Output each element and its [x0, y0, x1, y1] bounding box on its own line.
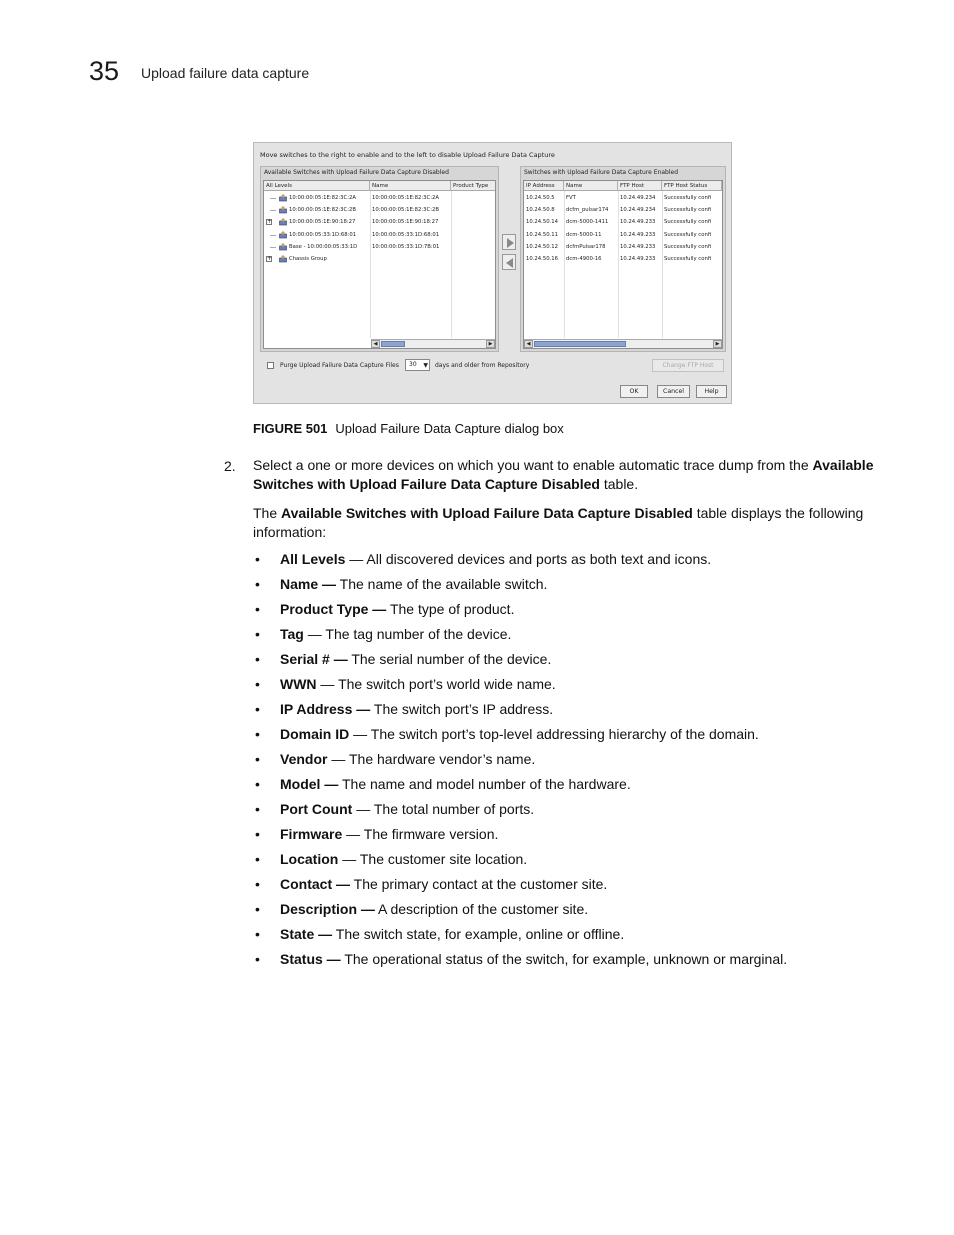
table-row[interactable] [524, 229, 722, 241]
column-header[interactable]: Name [370, 181, 451, 191]
ip-address-cell: 10.24.50.5 [526, 195, 555, 201]
list-item [253, 799, 893, 824]
bullet-icon: • [255, 601, 260, 617]
arrow-left-icon [505, 257, 515, 269]
list-item [253, 574, 893, 599]
field-description: — The firmware version. [342, 826, 499, 842]
bullet-icon: • [255, 901, 260, 917]
purge-checkbox[interactable] [267, 362, 274, 369]
field-description: — The customer site location. [338, 851, 528, 867]
bullet-icon: • [255, 851, 260, 867]
available-switches-panel [260, 166, 499, 352]
enabled-switches-title: Switches with Upload Failure Data Capture Enabled [524, 169, 679, 176]
field-list [253, 549, 893, 974]
field-term: Port Count [280, 801, 353, 817]
name-cell: dcm-4900-16 [566, 255, 602, 262]
table-row[interactable] [524, 192, 722, 204]
bullet-icon: • [255, 926, 260, 942]
field-term: Status — [280, 951, 341, 967]
chevron-down-icon: ▼ [423, 362, 428, 369]
field-term: Serial # — [280, 651, 348, 667]
ip-address-cell: 10.24.50.14 [526, 219, 559, 226]
figure-label: FIGURE 501 [253, 421, 328, 436]
ok-button[interactable]: OK [620, 385, 648, 398]
days-label: days and older from Repository [435, 362, 530, 369]
field-description: A description of the customer site. [374, 901, 589, 917]
field-term: Name — [280, 576, 337, 592]
field-description: — The tag number of the device. [303, 626, 512, 642]
arrow-right-icon [505, 237, 515, 249]
expand-icon[interactable]: + [267, 218, 273, 226]
switch-icon [279, 243, 287, 251]
name-cell: dcm-5000-1411 [566, 219, 609, 226]
help-button[interactable]: Help [696, 385, 727, 398]
move-left-button[interactable] [502, 254, 516, 270]
dialog-instruction: Move switches to the right to enable and to the left to disable Upload Failure Data Capture [260, 151, 555, 159]
bullet-icon: • [255, 826, 260, 842]
ftp-host-cell: 10.24.49.233 [620, 243, 656, 250]
field-description: The serial number of the device. [347, 651, 552, 667]
tree-connector [270, 198, 276, 199]
bullet-icon: • [255, 801, 260, 817]
ip-address-cell: 10.24.50.16 [526, 255, 559, 262]
list-item [253, 874, 893, 899]
tree-connector [270, 235, 276, 236]
enabled-switches-panel [520, 166, 726, 352]
ftp-host-cell: 10.24.49.233 [620, 219, 656, 226]
ftp-host-cell: 10.24.49.234 [620, 195, 656, 201]
ftp-host-status-cell: Successfully confi [664, 231, 712, 238]
field-term: WWN [280, 676, 317, 692]
column-header[interactable]: IP Address [524, 181, 564, 191]
column-header[interactable]: FTP Host Status [662, 181, 722, 191]
field-term: Tag [280, 626, 304, 642]
list-item [253, 649, 893, 674]
bullet-icon: • [255, 751, 260, 767]
column-header[interactable]: Product Type [451, 181, 496, 191]
list-item [253, 749, 893, 774]
ftp-host-cell: 10.24.49.233 [620, 255, 656, 262]
purge-label: Purge Upload Failure Data Capture Files [280, 362, 399, 369]
scroll-thumb[interactable] [534, 341, 626, 347]
field-description: The operational status of the switch, for example, unknown or marginal. [340, 951, 788, 967]
all-levels-cell: Base - 10:00:00:05:33:1D [289, 243, 358, 250]
field-description: The name and model number of the hardware. [338, 776, 631, 792]
table-row[interactable] [524, 216, 722, 228]
scroll-right-icon[interactable]: ▶ [486, 340, 495, 348]
bullet-icon: • [255, 626, 260, 642]
ip-address-cell: 10.24.50.8 [526, 207, 555, 214]
field-term: Vendor [280, 751, 328, 767]
field-term: Model — [280, 776, 339, 792]
name-cell: 10:00:00:05:1E:82:3C:2B [372, 207, 439, 214]
table-row[interactable] [264, 216, 495, 228]
column-header[interactable]: Name [564, 181, 618, 191]
tree-connector [270, 210, 276, 211]
name-cell: 10:00:00:05:1E:82:3C:2A [372, 195, 439, 201]
name-cell: dcm-5000-11 [566, 231, 602, 238]
chapter-title: Upload failure data capture [141, 65, 310, 81]
list-item [253, 699, 893, 724]
bullet-icon: • [255, 551, 260, 567]
ftp-host-status-cell: Successfully confi [664, 243, 712, 250]
bullet-icon: • [255, 726, 260, 742]
switch-icon [279, 255, 287, 263]
switch-icon [279, 194, 287, 202]
name-cell: FVT [566, 195, 576, 201]
enabled-switches-rows [524, 192, 722, 265]
bullet-icon: • [255, 651, 260, 667]
field-term: Domain ID [280, 726, 350, 742]
list-item [253, 549, 893, 574]
field-description: — All discovered devices and ports as both text and icons. [345, 551, 712, 567]
field-term: Contact — [280, 876, 350, 892]
scroll-left-icon[interactable]: ◀ [524, 340, 533, 348]
list-item [253, 724, 893, 749]
column-header[interactable]: FTP Host [618, 181, 662, 191]
switch-icon [279, 231, 287, 239]
change-ftp-host-button[interactable]: Change FTP Host [652, 359, 724, 372]
name-cell: 10:00:00:05:1E:90:18:27 [372, 219, 439, 226]
ip-address-cell: 10.24.50.12 [526, 243, 559, 250]
ftp-host-status-cell: Successfully confi [664, 207, 712, 214]
list-item [253, 624, 893, 649]
list-item [253, 599, 893, 624]
list-item [253, 849, 893, 874]
table-row[interactable] [524, 241, 722, 253]
bullet-icon: • [255, 951, 260, 967]
field-term: Firmware [280, 826, 343, 842]
table-row[interactable] [524, 204, 722, 216]
ftp-host-cell: 10.24.49.234 [620, 207, 656, 214]
field-term: State — [280, 926, 333, 942]
all-levels-cell: 10:00:00:05:1E:82:3C:2A [289, 195, 356, 201]
all-levels-cell: 10:00:00:05:1E:90:18:27 [289, 219, 356, 226]
table-header [264, 181, 495, 191]
field-description: The name of the available switch. [336, 576, 548, 592]
scroll-thumb[interactable] [381, 341, 405, 347]
table-row[interactable] [264, 204, 495, 216]
field-description: — The switch port’s top-level addressing hierarchy of the domain. [349, 726, 759, 742]
switch-icon [279, 206, 287, 214]
ip-address-cell: 10.24.50.11 [526, 231, 559, 238]
field-description: — The hardware vendor’s name. [327, 751, 536, 767]
bullet-icon: • [255, 701, 260, 717]
table-row[interactable] [264, 241, 495, 253]
expand-icon[interactable]: + [267, 254, 273, 262]
bullet-icon: • [255, 676, 260, 692]
figure-caption-text: Upload Failure Data Capture dialog box [335, 421, 564, 436]
chapter-number: 35 [89, 56, 120, 86]
list-item [253, 774, 893, 799]
field-term: All Levels [280, 551, 346, 567]
field-description: — The total number of ports. [352, 801, 535, 817]
figure-caption [253, 421, 564, 436]
ftp-host-status-cell: Successfully confi [664, 255, 712, 262]
table-row[interactable] [524, 253, 722, 265]
field-term: IP Address — [280, 701, 371, 717]
enabled-switches-table[interactable] [523, 180, 723, 349]
table-header [524, 181, 722, 191]
table-row[interactable] [264, 229, 495, 241]
ftp-host-status-cell: Successfully confi [664, 219, 712, 226]
name-cell: 10:00:00:05:33:1D:68:01 [372, 231, 440, 238]
name-cell: dcfmPulsar178 [566, 243, 606, 250]
horizontal-scrollbar[interactable] [524, 339, 722, 348]
all-levels-cell: 10:00:00:05:33:1D:68:01 [289, 231, 357, 238]
days-select[interactable] [405, 359, 430, 371]
scroll-left-icon[interactable]: ◀ [371, 340, 380, 348]
scroll-right-icon[interactable]: ▶ [713, 340, 722, 348]
field-term: Location [280, 851, 339, 867]
field-description: The switch state, for example, online or offline. [332, 926, 625, 942]
available-switches-title: Available Switches with Upload Failure Data Capture Disabled [264, 169, 449, 176]
all-levels-cell: 10:00:00:05:1E:82:3C:2B [289, 207, 356, 214]
field-description: — The switch port’s world wide name. [316, 676, 556, 692]
intro-text: The Available Switches with Upload Failure Data Capture Disabled table displays the following information: [253, 505, 864, 540]
bullet-icon: • [255, 776, 260, 792]
column-header[interactable]: All Levels [264, 181, 370, 191]
tree-connector [270, 247, 276, 248]
list-item [253, 824, 893, 849]
list-item [253, 674, 893, 699]
bullet-icon: • [255, 576, 260, 592]
switch-icon [279, 218, 287, 226]
upload-failure-dialog [253, 142, 732, 404]
field-description: The type of product. [386, 601, 515, 617]
name-cell: dcfm_pulsar174 [566, 207, 609, 214]
bullet-icon: • [255, 876, 260, 892]
step-number: 2. [224, 458, 236, 474]
list-item [253, 924, 893, 949]
table-row[interactable] [264, 192, 495, 204]
available-switches-table[interactable] [263, 180, 496, 349]
horizontal-scrollbar[interactable] [371, 339, 495, 348]
all-levels-cell: Chassis Group [289, 255, 327, 262]
available-switches-rows [264, 192, 495, 265]
ftp-host-status-cell: Successfully confi [664, 195, 712, 201]
list-item [253, 899, 893, 924]
field-term: Product Type — [280, 601, 387, 617]
field-description: The primary contact at the customer site. [350, 876, 608, 892]
cancel-button[interactable]: Cancel [657, 385, 690, 398]
table-row[interactable] [264, 253, 495, 265]
step-text: Select a one or more devices on which you want to enable automatic trace dump from the Available Switches with Upload Failure Data Capture Disabled table. [253, 457, 874, 492]
field-term: Description — [280, 901, 375, 917]
name-cell: 10:00:00:05:33:1D:7B:01 [372, 243, 440, 250]
days-value: 30 [409, 361, 417, 368]
field-description: The switch port’s IP address. [370, 701, 554, 717]
ftp-host-cell: 10.24.49.233 [620, 231, 656, 238]
list-item [253, 949, 893, 974]
move-right-button[interactable] [502, 234, 516, 250]
